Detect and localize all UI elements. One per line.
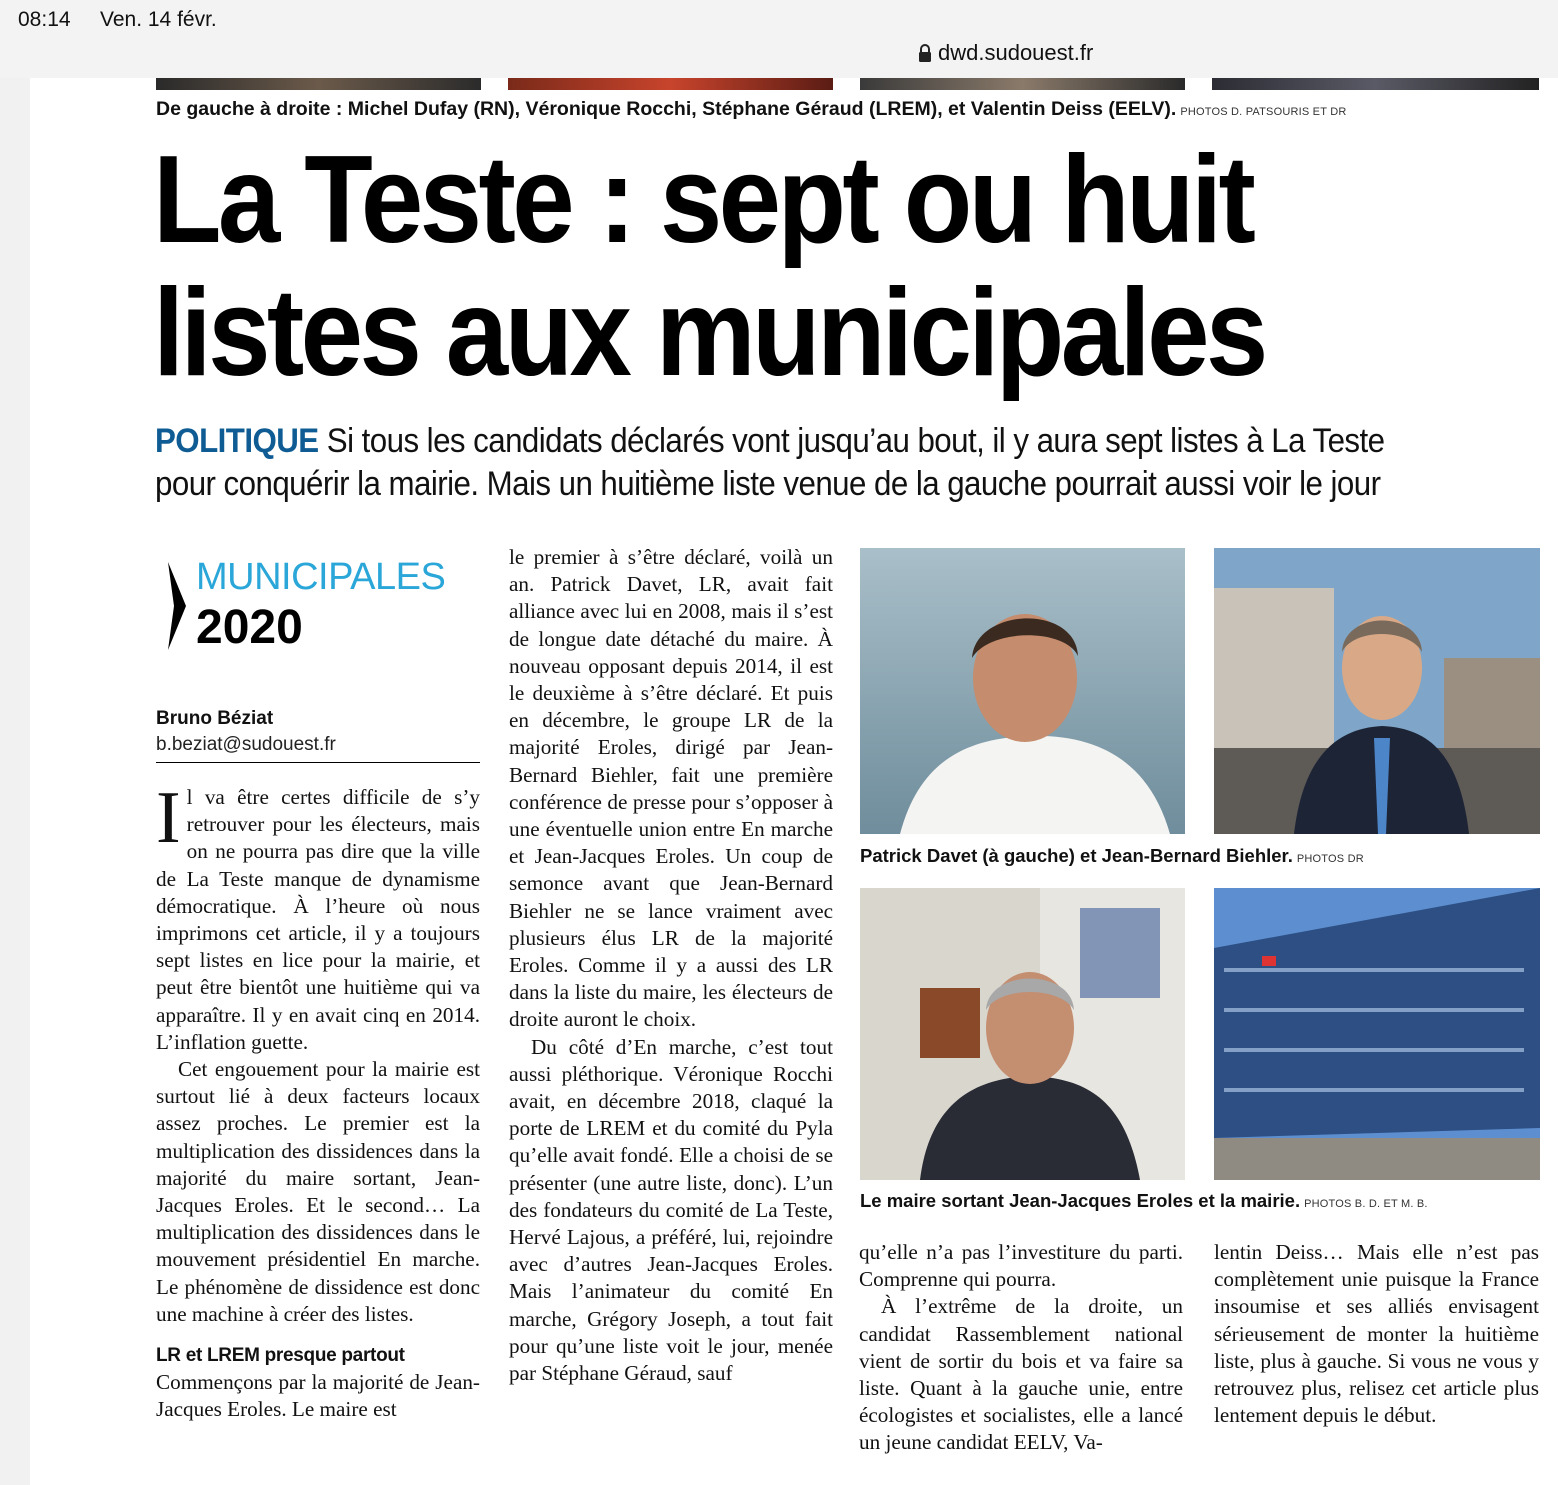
author-name: Bruno Béziat — [156, 708, 274, 729]
column-4 — [1214, 1239, 1539, 1429]
lock-icon — [918, 44, 932, 62]
paragraph: Il va être certes difficile de s’y retrouver pour les électeurs, mais on ne pourra pas dire que la ville de La Teste manque de dynamisme démocratique. À l’heure où nous imprimons cet article, il y a toujours sept listes en lice pour la mairie, et peut être bientôt une huitième qui va apparaître. Il y en avait cinq en 2014. L’inflation guette. — [156, 777, 480, 1054]
top-photo-dufay — [156, 78, 481, 90]
paragraph: qu’elle n’a pas l’investiture du parti. Comprenne qui pourra. — [859, 1240, 1183, 1292]
photo-patrick-davet — [860, 548, 1185, 834]
standfirst-text: Si tous les candidats déclarés vont jusqu’au bout, il y aura sept listes à La Teste pour conquérir la mairie. Mais un huitième liste venue de la gauche pourrait aussi voir le jour — [155, 422, 1385, 503]
top-caption-credit: PHOTOS D. PATSOURIS ET DR — [1180, 106, 1347, 118]
status-date: Ven. 14 févr. — [100, 8, 217, 31]
photo-jean-jacques-eroles — [860, 888, 1185, 1180]
url-bar[interactable] — [918, 40, 1093, 66]
rubric-arrow-icon — [166, 562, 188, 650]
column-3 — [859, 1239, 1183, 1457]
paragraph: Du côté d’En marche, c’est tout aussi pléthorique. Véronique Rocchi avait, en décembre 2018, claqué la porte de LREM et du comité du Pyla qu’elle avait fondé. Elle a choisi de se présenter (une autre liste, donc). L’un des fondateurs du comité de La Teste, Hervé Lajous, a préféré, lui, rejoindre avec d’autres Jean-Jacques Eroles. Mais l’animateur du comité En marche, Grégory Joseph, a tout fait pour qu’une liste voit le jour, menée par Stéphane Géraud, sauf — [509, 1034, 833, 1386]
rubric-label: MUNICIPALES — [196, 556, 446, 598]
paragraph: lentin Deiss… Mais elle n’est pas complètement unie puisque la France insoumise et ses alliés envisagent sérieusement de monter la huitième liste, plus à gauche. Si vous ne vous y retrouvez plus, relisez cet article plus lentement depuis le début. — [1214, 1240, 1539, 1428]
page-gutter — [0, 78, 31, 1485]
top-photo-deiss — [1212, 78, 1539, 90]
photo-mairie-building — [1214, 888, 1540, 1180]
rubric-year: 2020 — [196, 601, 303, 654]
caption-2-credit: PHOTOS B. D. ET M. B. — [1304, 1198, 1428, 1210]
caption-1-credit: PHOTOS DR — [1296, 853, 1364, 865]
paragraph: le premier à s’être déclaré, voilà un an. Patrick Davet, LR, avait fait alliance avec lui en 2008, mais il s’est de longue date détaché du maire. À nouveau opposant depuis 2014, il est le deuxième à s’être déclaré. Et puis en décembre, le groupe LR de la majorité Eroles, dirigé par Jean-Bernard Biehler, fait une première conférence de presse pour s’opposer à une éventuelle union entre En marche et Jean-Jacques Eroles. Un coup de semonce avant que Jean-Bernard Biehler ne se lance vraiment avec plusieurs élus LR de la majorité Eroles. Comme il y a aussi des LR dans la liste du maire, les électeurs de droite auront le choix. — [509, 545, 833, 1032]
paragraph: À l’extrême de la droite, un candidat Rassemblement national vient de sortir du bois et va faire sa liste. Quant à la gauche unie, entre écologistes et socialistes, elle a lancé un jeune candidat EELV, Va- — [859, 1294, 1183, 1455]
top-photo-rocchi — [508, 78, 833, 90]
url-text[interactable]: dwd.sudouest.fr — [938, 40, 1094, 65]
top-photo-geraud — [860, 78, 1185, 90]
headline-line1: La Teste : sept ou huit — [153, 131, 1253, 269]
paragraph: Commençons par la majorité de Jean-Jacques Eroles. Le maire est — [156, 1370, 480, 1422]
status-bar — [0, 0, 1558, 79]
kicker: POLITIQUE — [155, 422, 319, 460]
photo-caption-1: Patrick Davet (à gauche) et Jean-Bernard Biehler. PHOTOS DR — [860, 845, 1364, 866]
top-photo-strip — [150, 78, 1550, 90]
headline — [153, 131, 1402, 402]
newspaper-page — [30, 78, 1558, 1485]
top-photo-caption: De gauche à droite : Michel Dufay (RN), Véronique Rocchi, Stéphane Géraud (LREM), et Valentin Deiss (EELV). PHOTOS D. PATSOURIS ET DR — [156, 98, 1347, 120]
paragraph: Cet engouement pour la mairie est surtout lié à deux facteurs locaux assez proches. Le premier est la multiplication des dissidences dans la majorité du maire sortant, Jean-Jacques Eroles. Et le second… La multiplication des dissidences dans le mouvement présidentiel En marche. Le phénomène de dissidence est donc une machine à créer des listes. — [156, 1057, 480, 1326]
byline-divider — [156, 762, 480, 763]
headline-line2: listes aux municipales — [153, 264, 1265, 402]
standfirst — [155, 420, 1425, 506]
dropcap: I — [156, 777, 181, 859]
status-time: 08:14 — [18, 8, 71, 31]
column-1 — [156, 777, 480, 1423]
column-2 — [509, 544, 833, 1387]
author-email[interactable]: b.beziat@sudouest.fr — [156, 734, 336, 755]
subheading: LR et LREM presque partout — [156, 1345, 405, 1367]
photo-jean-bernard-biehler — [1214, 548, 1540, 834]
rubric-municipales-2020 — [166, 556, 486, 656]
photo-caption-2: Le maire sortant Jean-Jacques Eroles et la mairie. PHOTOS B. D. ET M. B. — [860, 1190, 1428, 1211]
